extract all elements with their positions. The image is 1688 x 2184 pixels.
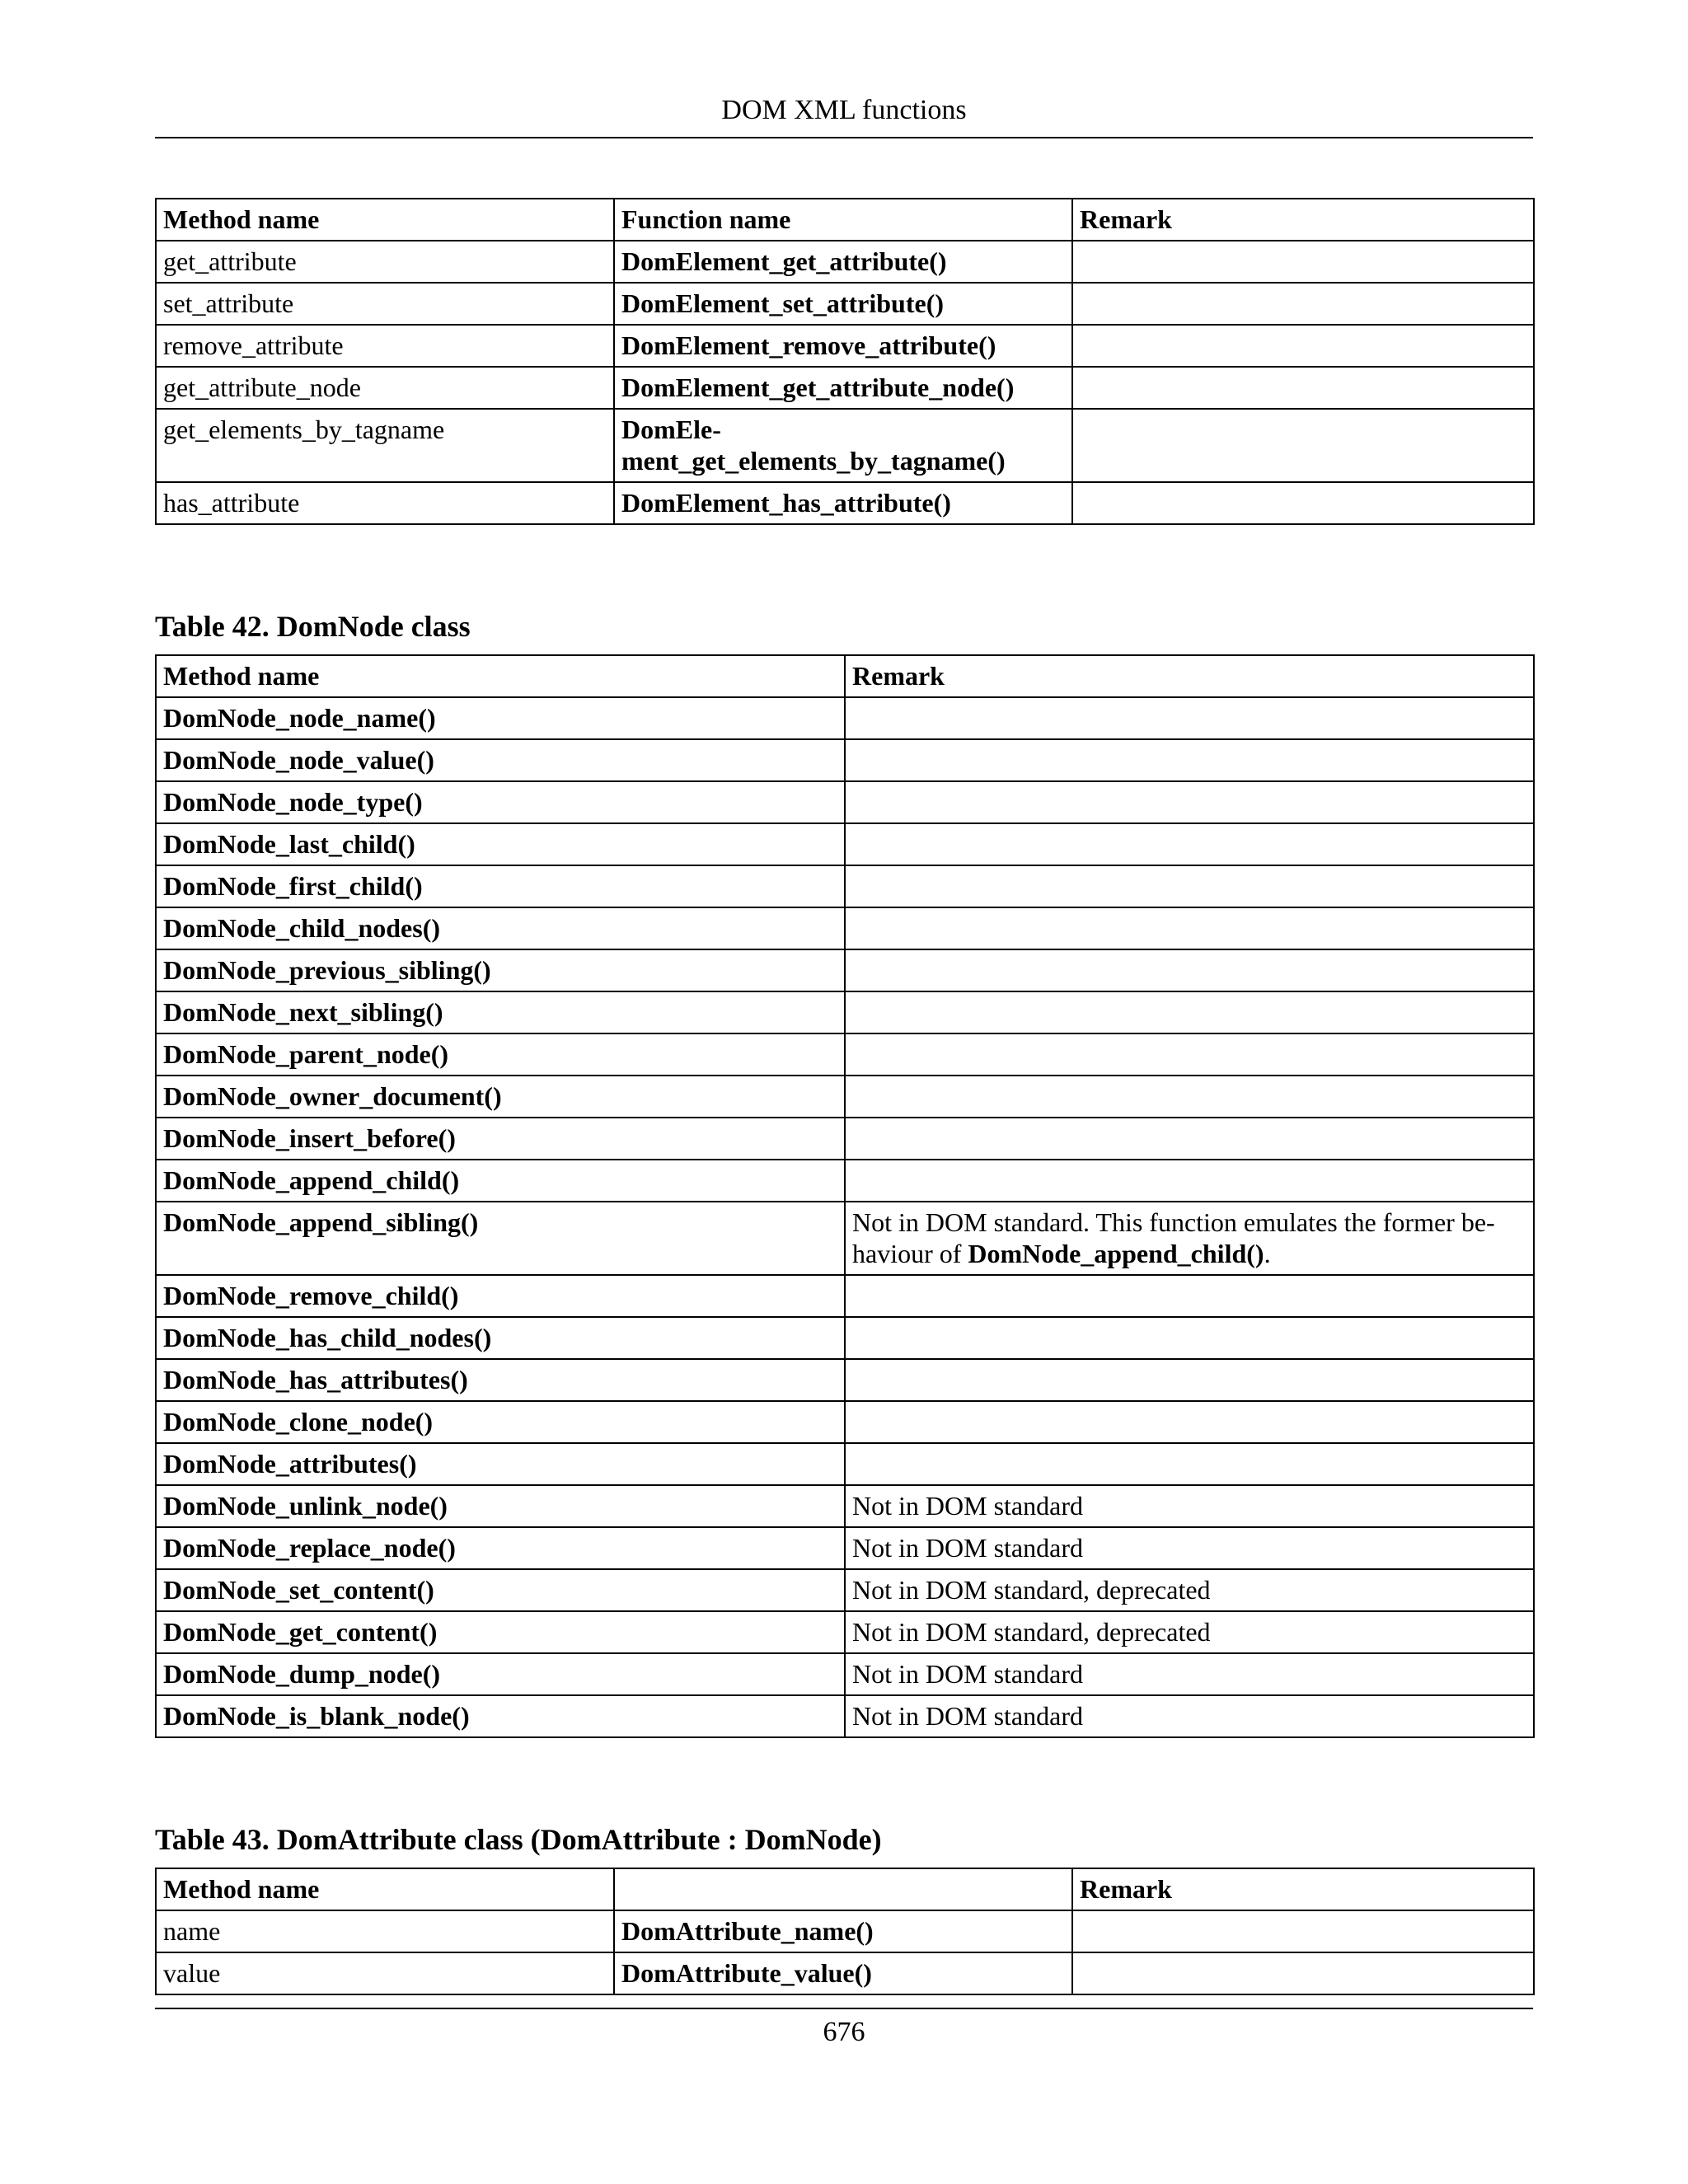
table-row [156, 1359, 1534, 1401]
function-cell: DomAttribute_value() [614, 1952, 1072, 1994]
remark-function-ref: DomNode_append_child() [968, 1239, 1264, 1268]
remark-cell [845, 823, 1534, 865]
table-row [156, 1485, 1534, 1527]
function-cell: DomElement_has_attribute() [614, 482, 1072, 524]
method-cell: DomNode_last_child() [156, 823, 845, 865]
method-cell: DomNode_child_nodes() [156, 907, 845, 949]
table-row [156, 1611, 1534, 1653]
remark-cell [845, 907, 1534, 949]
method-cell: DomNode_dump_node() [156, 1653, 845, 1695]
method-cell: DomNode_append_sibling() [156, 1202, 845, 1275]
table-row [156, 1160, 1534, 1202]
table-row [156, 697, 1534, 739]
table-row [156, 1317, 1534, 1359]
table-42-caption: Table 42. DomNode class [155, 610, 471, 643]
table-row [156, 1443, 1534, 1485]
function-cell: DomAttribute_name() [614, 1910, 1072, 1952]
remark-cell [1072, 1910, 1534, 1952]
table-row [156, 991, 1534, 1033]
column-header: Method name [156, 1868, 614, 1910]
remark-cell: Not in DOM standard, deprecated [845, 1611, 1534, 1653]
remark-cell [1072, 241, 1534, 283]
table-row [156, 1202, 1534, 1275]
method-cell: DomNode_append_child() [156, 1160, 845, 1202]
method-cell: DomNode_has_attributes() [156, 1359, 845, 1401]
remark-cell [1072, 367, 1534, 409]
remark-cell [1072, 1952, 1534, 1994]
domelement-table [155, 198, 1535, 525]
table-row [156, 1118, 1534, 1160]
remark-cell [845, 991, 1534, 1033]
method-cell: DomNode_node_type() [156, 781, 845, 823]
remark-cell [845, 865, 1534, 907]
table-row [156, 1033, 1534, 1076]
method-cell: DomNode_owner_document() [156, 1076, 845, 1118]
remark-text: haviour of [852, 1239, 968, 1268]
method-cell: DomNode_previous_sibling() [156, 949, 845, 991]
table-row [156, 1910, 1534, 1952]
remark-cell [845, 697, 1534, 739]
table-row [156, 482, 1534, 524]
table-row [156, 865, 1534, 907]
table-row [156, 907, 1534, 949]
remark-cell [845, 1401, 1534, 1443]
remark-cell: Not in DOM standard [845, 1485, 1534, 1527]
method-cell: has_attribute [156, 482, 614, 524]
remark-cell [845, 1202, 1534, 1275]
method-cell: DomNode_insert_before() [156, 1118, 845, 1160]
method-cell: DomNode_set_content() [156, 1569, 845, 1611]
method-cell: DomNode_get_content() [156, 1611, 845, 1653]
remark-cell [1072, 283, 1534, 325]
method-cell: DomNode_attributes() [156, 1443, 845, 1485]
remark-line: Not in DOM standard. This function emulates the former be- [852, 1207, 1495, 1237]
function-cell: DomElement_get_attribute_node() [614, 367, 1072, 409]
table-header-row [156, 199, 1534, 241]
method-cell: DomNode_clone_node() [156, 1401, 845, 1443]
table-row [156, 283, 1534, 325]
footer-rule [155, 2008, 1533, 2009]
column-header: Function name [614, 199, 1072, 241]
table-row [156, 1076, 1534, 1118]
remark-cell: Not in DOM standard [845, 1653, 1534, 1695]
function-cell: DomElement_remove_attribute() [614, 325, 1072, 367]
running-head: DOM XML functions [721, 95, 967, 125]
remark-cell [845, 949, 1534, 991]
table-row [156, 1695, 1534, 1737]
column-header: Remark [1072, 1868, 1534, 1910]
page-number: 676 [823, 2017, 865, 2047]
method-cell: get_attribute [156, 241, 614, 283]
method-cell: DomNode_node_name() [156, 697, 845, 739]
table-row [156, 1401, 1534, 1443]
remark-cell [845, 1076, 1534, 1118]
remark-cell [1072, 325, 1534, 367]
column-header: Remark [845, 655, 1534, 697]
remark-cell [845, 1275, 1534, 1317]
remark-cell [845, 1359, 1534, 1401]
method-cell: DomNode_has_child_nodes() [156, 1317, 845, 1359]
function-cell: DomElement_set_attribute() [614, 283, 1072, 325]
remark-cell [845, 1317, 1534, 1359]
method-cell: DomNode_parent_node() [156, 1033, 845, 1076]
method-cell: DomNode_node_value() [156, 739, 845, 781]
table-43-caption: Table 43. DomAttribute class (DomAttribute : DomNode) [155, 1823, 882, 1856]
function-line: ment_get_elements_by_tagname() [621, 446, 1006, 476]
remark-cell [845, 739, 1534, 781]
table-row [156, 367, 1534, 409]
method-cell: DomNode_replace_node() [156, 1527, 845, 1569]
method-cell: DomNode_next_sibling() [156, 991, 845, 1033]
remark-cell [1072, 482, 1534, 524]
table-header-row [156, 1868, 1534, 1910]
remark-cell [845, 1033, 1534, 1076]
remark-cell: Not in DOM standard, deprecated [845, 1569, 1534, 1611]
method-cell: DomNode_unlink_node() [156, 1485, 845, 1527]
method-cell: DomNode_is_blank_node() [156, 1695, 845, 1737]
method-cell: DomNode_first_child() [156, 865, 845, 907]
table-row [156, 1275, 1534, 1317]
remark-cell [845, 1160, 1534, 1202]
table-row [156, 739, 1534, 781]
table-row [156, 1653, 1534, 1695]
function-line: DomEle- [621, 415, 721, 444]
table-row [156, 781, 1534, 823]
table-row [156, 823, 1534, 865]
table-row [156, 1952, 1534, 1994]
method-cell: value [156, 1952, 614, 1994]
remark-text: . [1264, 1239, 1271, 1268]
table-header-row [156, 655, 1534, 697]
domattribute-table [155, 1868, 1535, 1995]
table-row [156, 409, 1534, 482]
column-header: Method name [156, 199, 614, 241]
method-cell: set_attribute [156, 283, 614, 325]
method-cell: get_elements_by_tagname [156, 409, 614, 482]
domnode-table [155, 654, 1535, 1738]
column-header: Method name [156, 655, 845, 697]
remark-cell [845, 1443, 1534, 1485]
remark-cell: Not in DOM standard [845, 1527, 1534, 1569]
header-rule [155, 137, 1533, 138]
table-row [156, 325, 1534, 367]
function-cell: DomElement_get_attribute() [614, 241, 1072, 283]
method-cell: remove_attribute [156, 325, 614, 367]
column-header: Remark [1072, 199, 1534, 241]
remark-cell [845, 1118, 1534, 1160]
column-header [614, 1868, 1072, 1910]
remark-cell [1072, 409, 1534, 482]
function-cell [614, 409, 1072, 482]
method-cell: DomNode_remove_child() [156, 1275, 845, 1317]
method-cell: get_attribute_node [156, 367, 614, 409]
remark-cell: Not in DOM standard [845, 1695, 1534, 1737]
table-row [156, 241, 1534, 283]
remark-cell [845, 781, 1534, 823]
table-row [156, 1569, 1534, 1611]
method-cell: name [156, 1910, 614, 1952]
table-row [156, 949, 1534, 991]
table-row [156, 1527, 1534, 1569]
